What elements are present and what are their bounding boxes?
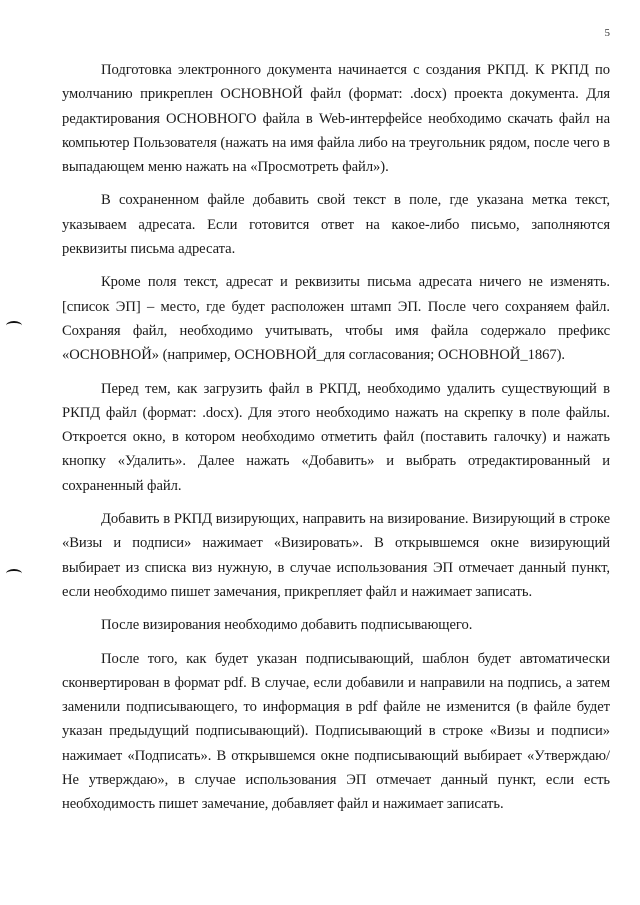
paragraph: Кроме поля текст, адресат и реквизиты письма адресата ничего не изменять. [список ЭП] – место, где будет расположен штамп ЭП. После чего сохраняем файл. Сохраняя файл, необходимо учитывать, чтобы имя файла содержало префикс «ОСНОВНОЙ» (например, ОСНОВНОЙ_для согласования; ОСНОВНОЙ_1867).: [62, 274, 610, 364]
punch-hole-mark-upper: [6, 321, 22, 330]
page-number: 5: [604, 27, 610, 39]
paragraph: В сохраненном файле добавить свой текст в поле, где указана метка текст, указываем адресата. Если готовится ответ на какое-либо письмо, заполняются реквизиты письма адресата.: [62, 192, 610, 258]
paragraph: Добавить в РКПД визирующих, направить на визирование. Визирующий в строке «Визы и подписи» нажимает «Визировать». В открывшемся окне визирующий выбирает из списка виз нужную, в случае использования ЭП отмечает данный пункт, если необходимо пишет замечания, прикрепляет файл и нажимает записать.: [62, 511, 610, 600]
paragraph: Подготовка электронного документа начинается с создания РКПД. К РКПД по умолчанию прикреплен ОСНОВНОЙ файл (формат: .docx) проекта документа. Для редактирования ОСНОВНОГО файла в Web-интерфейсе необходимо скачать файл на компьютер Пользователя (нажать на имя файла либо на треугольник рядом, после чего в выпадающем меню нажать на «Просмотреть файл»).: [62, 62, 610, 176]
paragraph: Перед тем, как загрузить файл в РКПД, необходимо удалить существующий в РКПД файл (формат: .docx). Для этого необходимо нажать на скрепку в поле файлы. Откроется окно, в котором необходимо отметить файл (поставить галочку) и нажать кнопку «Удалить». Далее нажать «Добавить» и выбрать отредактированный и сохраненный файл.: [62, 380, 610, 494]
document-body: [62, 58, 610, 826]
paragraph: После визирования необходимо добавить подписывающего.: [101, 617, 473, 634]
paragraph: После того, как будет указан подписывающий, шаблон будет автоматически сконвертирован в формат pdf. В случае, если добавили и направили на подпись, а затем заменили подписывающего, то информация в pdf файле не изменится (в файле будет указан предыдущий подписывающий). Подписывающий в строке «Визы и подписи» нажимает «Подписать». В открывшемся окне подписывающий выбирает «Утверждаю/Не утверждаю», в случае использования ЭП отмечает данный пункт, если есть необходимость пишет замечание, добавляет файл и нажимает записать.: [62, 650, 610, 813]
punch-hole-mark-lower: [6, 569, 22, 578]
